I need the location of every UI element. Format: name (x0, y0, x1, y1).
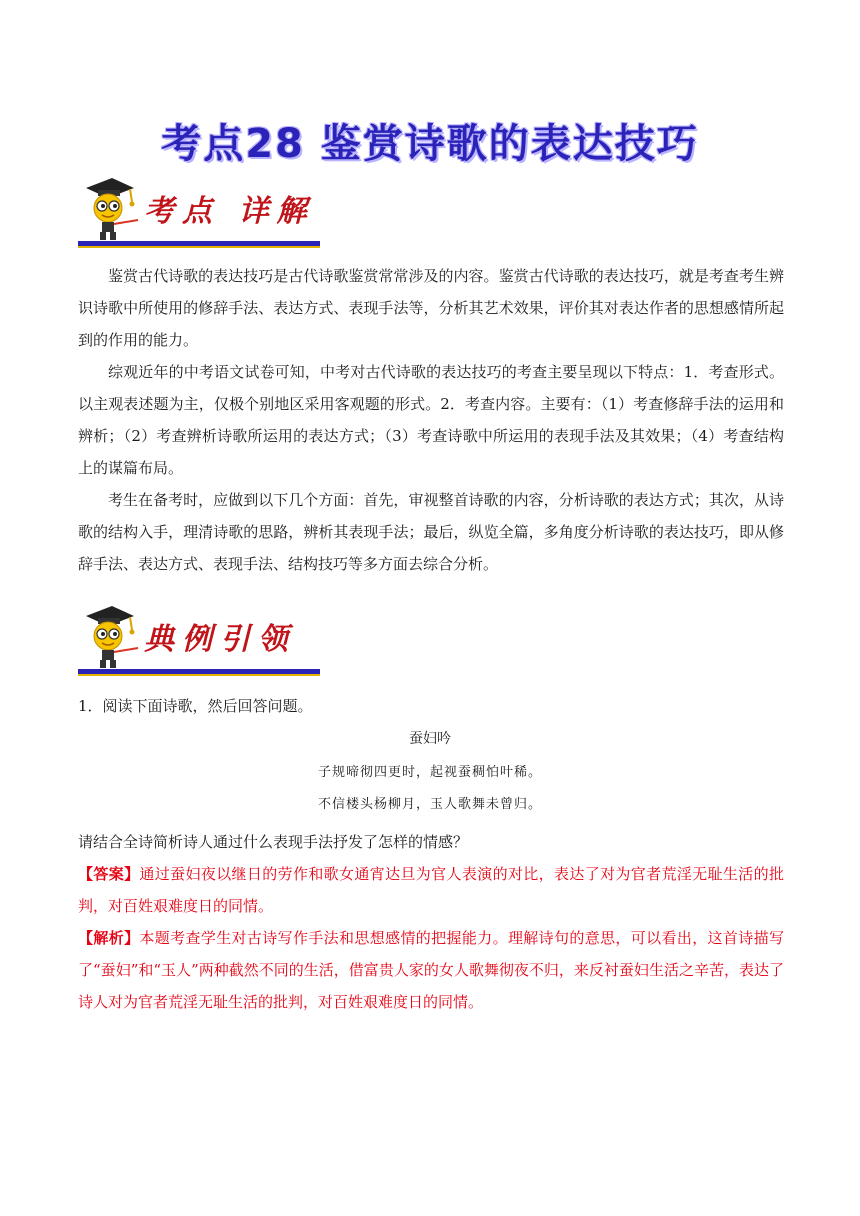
paragraph-3: 考生在备考时，应做到以下几个方面：首先，审视整首诗歌的内容，分析诗歌的表达方式；其次，从诗歌的结构入手，理清诗歌的思路，辨析其表现手法；最后，纵览全篇，多角度分析诗歌的表达技巧，即从修辞手法、表达方式、表现手法、结构技巧等多方面去综合分析。 (78, 491, 784, 573)
poem-line-1: 子规啼彻四更时，起视蚕稠怕叶稀。 (317, 765, 542, 780)
banner-underline-accent (78, 674, 320, 676)
answer-tag: 【答案】 (78, 865, 140, 883)
poem-line-2: 不信楼头杨柳月，玉人歌舞未曾归。 (317, 797, 542, 812)
banner-underline-accent (78, 246, 320, 248)
answer-text: 通过蚕妇夜以继日的劳作和歌女通宵达旦为官人表演的对比，表达了对为官者荒淫无耻生活的批判，对百姓艰难度日的同情。 (78, 865, 784, 915)
analysis-text: 本题考查学生对古诗写作手法和思想感情的把握能力。理解诗句的意思，可以看出，这首诗描写了“蚕妇”和“玉人”两种截然不同的生活，借富贵人家的女人歌舞彻夜不归，来反衬蚕妇生活之辛苦，表达了诗人对为官者荒淫无耻生活的批判，对百姓艰难度日的同情。 (78, 929, 784, 1011)
paragraph-2: 综观近年的中考语文试卷可知，中考对古代诗歌的表达技巧的考查主要呈现以下特点：1．考查形式。以主观表述题为主，仅极个别地区采用客观题的形式。2．考查内容。主要有：（1）考查修辞手法的运用和辨析；（2）考查辨析诗歌所运用的表达方式；（3）考查诗歌中所运用的表现手法及其效果；（4）考查结构上的谋篇布局。 (78, 363, 784, 477)
scholar-mascot-icon (78, 604, 140, 670)
page-title: 考点28 鉴赏诗歌的表达技巧 (161, 121, 699, 167)
section-banner-detail (78, 176, 320, 248)
section-banner-label: 考点 详解 (144, 194, 315, 229)
scholar-mascot-icon (78, 176, 140, 242)
section-banner-example (78, 604, 320, 676)
analysis-block (78, 922, 784, 1018)
question-prompt: 请结合全诗简析诗人通过什么表现手法抒发了怎样的情感？ (78, 833, 469, 851)
section-banner-label: 典例引领 (144, 622, 296, 657)
answer-block (78, 858, 784, 922)
paragraph-1: 鉴赏古代诗歌的表达技巧是古代诗歌鉴赏常常涉及的内容。鉴赏古代诗歌的表达技巧，就是考查考生辨识诗歌中所使用的修辞手法、表达方式、表现手法等，分析其艺术效果，评价其对表达作者的思想感情所起到的作用的能力。 (78, 267, 784, 349)
question-text: 1．阅读下面诗歌，然后回答问题。 (78, 697, 313, 715)
poem-title: 蚕妇吟 (409, 731, 451, 747)
analysis-tag: 【解析】 (78, 929, 140, 947)
